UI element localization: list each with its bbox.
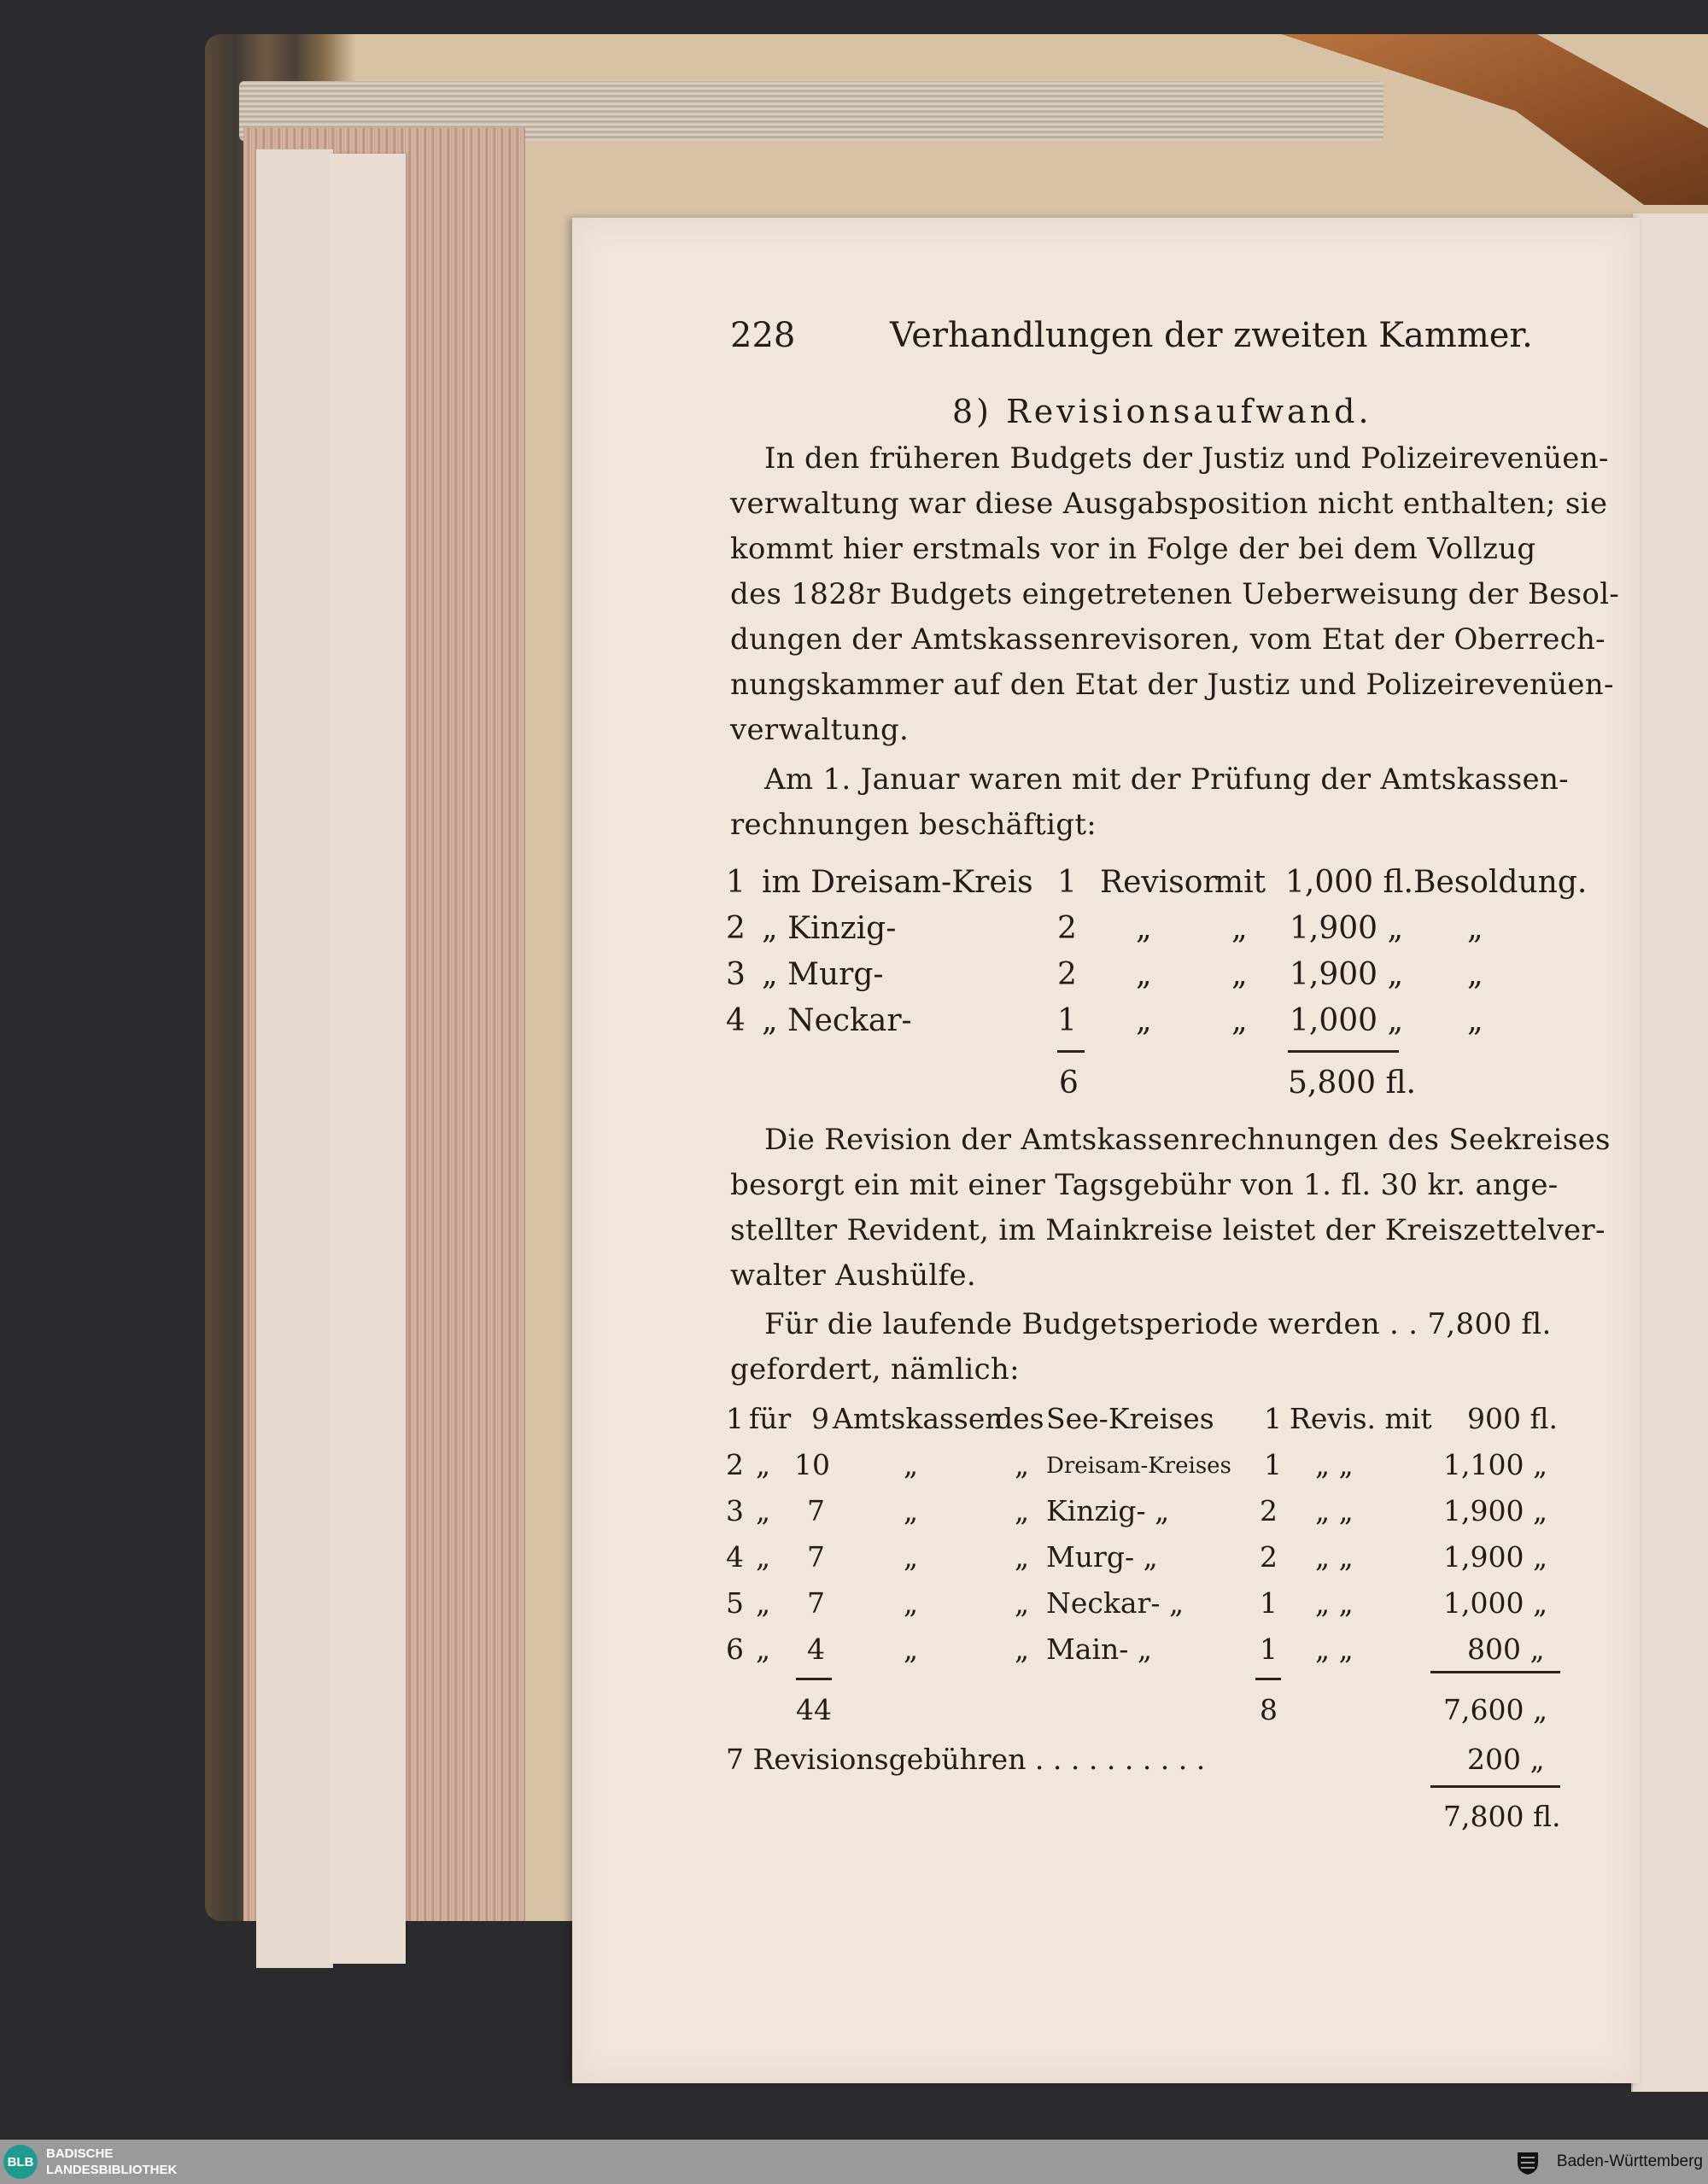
page-number: 228 — [730, 316, 796, 355]
sum-rule — [796, 1678, 832, 1680]
table-cell: „ „ — [1315, 1494, 1354, 1527]
table-cell: 1,000 „ — [1443, 1586, 1548, 1620]
table-cell: „ — [904, 1494, 919, 1527]
text-line: nungskammer auf den Etat der Justiz und Polizeirevenüen- — [730, 668, 1614, 702]
table-cell: 9 — [811, 1402, 829, 1435]
table-cell: 1,900 „ — [1290, 911, 1404, 946]
blb-logo[interactable]: BLB — [3, 2145, 38, 2179]
fees-label: 7 Revisionsgebühren . . . . . . . . . . — [726, 1743, 1206, 1776]
table-cell: „ Neckar- — [762, 1003, 912, 1038]
library-name[interactable] — [46, 2146, 177, 2178]
sum-rule — [1255, 1678, 1281, 1680]
text-line: dungen der Amtskassenrevisoren, vom Etat der Oberrech- — [730, 622, 1606, 657]
leaf-edge — [329, 154, 406, 1964]
text-line: stellter Revident, im Mainkreise leistet der Kreiszettelver- — [730, 1213, 1606, 1247]
text-line: walter Aushülfe. — [730, 1258, 976, 1293]
table-cell: „ — [1231, 957, 1248, 992]
table-cell: „ — [1015, 1632, 1030, 1666]
table-cell: Neckar- „ — [1046, 1586, 1184, 1620]
table-cell: 7 — [807, 1494, 825, 1527]
table-cell: 6 — [726, 1632, 744, 1666]
fees-amount: 200 „ — [1467, 1743, 1545, 1776]
table-cell: „ — [756, 1632, 771, 1666]
facing-page-edge — [1631, 213, 1708, 2092]
book-page — [572, 218, 1640, 2083]
text-line: des 1828r Budgets eingetretenen Ueberweisung der Besol- — [730, 577, 1620, 611]
table-cell: „ „ — [1315, 1448, 1354, 1481]
table-cell: „ — [904, 1632, 919, 1666]
table-cell: 1 — [1057, 1003, 1077, 1038]
table-cell: Revisor — [1100, 865, 1218, 900]
table-cell: „ — [1467, 911, 1483, 946]
section-title: 8) Revisionsaufwand. — [952, 393, 1372, 430]
table-cell: 1 — [1264, 1448, 1282, 1481]
text-line: Am 1. Januar waren mit der Prüfung der Amtskassen- — [764, 762, 1569, 797]
table-cell: Main- „ — [1046, 1632, 1153, 1666]
subtotal-kassen: 44 — [796, 1693, 832, 1726]
table-cell: „ — [904, 1540, 919, 1574]
table-cell: 1,900 „ — [1290, 957, 1404, 992]
table-cell: „ — [1467, 957, 1483, 992]
state-name[interactable]: Baden-Württemberg — [1556, 2152, 1703, 2170]
library-name-line1: BADISCHE — [46, 2146, 114, 2161]
table-cell: Kinzig- „ — [1046, 1494, 1170, 1527]
text-line: kommt hier erstmals vor in Folge der bei dem Vollzug — [730, 532, 1536, 566]
table-cell: Amtskassen — [833, 1402, 1003, 1435]
table-cell: „ Murg- — [762, 957, 884, 992]
table-cell: 2 — [726, 1448, 744, 1481]
table-cell: 1,900 „ — [1443, 1494, 1548, 1527]
text-line: besorgt ein mit einer Tagsgebühr von 1. fl. 30 kr. ange- — [730, 1168, 1559, 1202]
table-cell: „ — [1015, 1586, 1030, 1620]
table-cell: 900 fl. — [1467, 1402, 1558, 1435]
sum-rule — [1430, 1671, 1560, 1673]
table-cell: „ — [1136, 957, 1152, 992]
text-line: In den früheren Budgets der Justiz und Polizeirevenüen- — [764, 441, 1609, 476]
table-cell: „ — [1136, 911, 1152, 946]
subtotal-amount: 7,600 „ — [1443, 1693, 1548, 1726]
table-cell: „ — [904, 1586, 919, 1620]
grand-total: 7,800 fl. — [1443, 1800, 1561, 1833]
library-name-line2: LANDESBIBLIOTHEK — [46, 2163, 178, 2177]
table-cell: „ — [1136, 1003, 1152, 1038]
library-footer — [0, 2140, 1708, 2184]
table-cell: 1,000 fl. — [1285, 865, 1413, 900]
sum-rule — [1288, 1050, 1399, 1053]
table-cell: „ — [756, 1494, 771, 1527]
table-cell: 2 — [1260, 1494, 1278, 1527]
table-cell: 1 — [1260, 1586, 1278, 1620]
text-line: Die Revision der Amtskassenrechnungen des Seekreises — [764, 1123, 1611, 1157]
table-cell: 2 — [1057, 911, 1077, 946]
total-amount: 5,800 fl. — [1288, 1066, 1416, 1101]
table-cell: 3 — [726, 957, 746, 992]
table-cell: „ — [1015, 1540, 1030, 1574]
text-line: verwaltung. — [730, 713, 910, 747]
text-line: verwaltung war diese Ausgabsposition nicht enthalten; sie — [730, 487, 1608, 521]
table-cell: 1,100 „ — [1443, 1448, 1548, 1481]
table-cell: 1,000 „ — [1290, 1003, 1404, 1038]
table-cell: „ Kinzig- — [762, 911, 897, 946]
table-cell: 3 — [726, 1494, 744, 1527]
state-coat-of-arms-icon — [1515, 2150, 1541, 2175]
table-cell: „ — [756, 1540, 771, 1574]
text-line: rechnungen beschäftigt: — [730, 808, 1097, 842]
table-cell: 5 — [726, 1586, 744, 1620]
table-cell: 1 — [1260, 1632, 1278, 1666]
sum-rule — [1057, 1050, 1085, 1053]
table-cell: 7 — [807, 1586, 825, 1620]
table-cell: für — [749, 1402, 792, 1435]
table-cell: „ — [1467, 1003, 1483, 1038]
table-cell: 1 — [726, 1402, 744, 1435]
table-cell: Besoldung. — [1413, 865, 1588, 900]
table-cell: 800 „ — [1467, 1632, 1545, 1666]
table-cell: 1 — [1264, 1402, 1282, 1435]
table-cell: des — [995, 1402, 1044, 1435]
table-cell: „ — [1015, 1494, 1030, 1527]
table-cell: „ — [1231, 1003, 1248, 1038]
text-line: Für die laufende Budgetsperiode werden . . 7,800 fl. — [764, 1307, 1552, 1341]
table-cell: „ — [756, 1586, 771, 1620]
table-cell: im Dreisam-Kreis — [762, 865, 1033, 900]
sum-rule — [1430, 1785, 1560, 1788]
table-cell: Murg- „ — [1046, 1540, 1158, 1574]
table-cell: 1 — [1057, 865, 1077, 900]
table-cell: „ „ — [1315, 1540, 1354, 1574]
leaf-edge — [256, 149, 333, 1968]
table-cell: See-Kreises — [1046, 1402, 1214, 1435]
total-count: 6 — [1059, 1066, 1079, 1101]
table-cell: „ „ — [1315, 1586, 1354, 1620]
table-cell: 4 — [807, 1632, 825, 1666]
table-cell: Dreisam-Kreises — [1046, 1453, 1231, 1479]
table-cell: 1,900 „ — [1443, 1540, 1548, 1574]
table-cell: „ — [756, 1448, 771, 1481]
table-cell: 7 — [807, 1540, 825, 1574]
table-cell: „ — [1015, 1448, 1030, 1481]
subtotal-revisors: 8 — [1260, 1693, 1278, 1726]
table-cell: 10 — [794, 1448, 830, 1481]
table-cell: „ — [904, 1448, 919, 1481]
table-cell: 2 — [1057, 957, 1077, 992]
table-cell: Revis. mit — [1290, 1402, 1432, 1435]
table-cell: 2 — [726, 911, 746, 946]
table-cell: „ „ — [1315, 1632, 1354, 1666]
table-cell: 4 — [726, 1003, 746, 1038]
text-line: gefordert, nämlich: — [730, 1352, 1020, 1387]
running-title: Verhandlungen der zweiten Kammer. — [890, 316, 1533, 355]
table-cell: mit — [1214, 865, 1266, 900]
table-cell: 4 — [726, 1540, 744, 1574]
table-cell: 1 — [726, 865, 746, 900]
table-cell: „ — [1231, 911, 1248, 946]
table-cell: 2 — [1260, 1540, 1278, 1574]
